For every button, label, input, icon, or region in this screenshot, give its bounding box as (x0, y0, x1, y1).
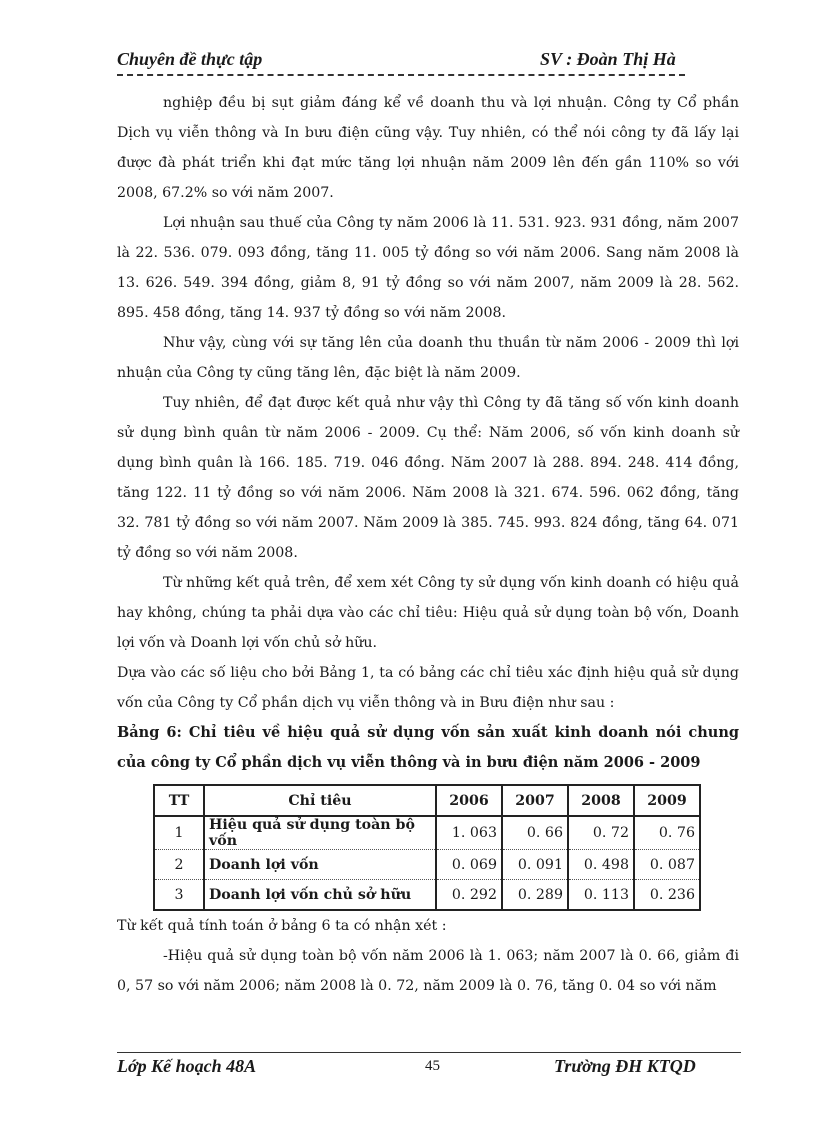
cell-2007: 0. 66 (502, 816, 568, 850)
page-number: 45 (425, 1058, 440, 1074)
cell-2007: 0. 289 (502, 880, 568, 911)
col-header-indicator: Chỉ tiêu (204, 785, 436, 816)
table-row (154, 880, 700, 911)
table-row (154, 850, 700, 880)
cell-indicator: Hiệu quả sử dụng toàn bộ vốn (204, 816, 436, 850)
cell-2009: 0. 76 (634, 816, 700, 850)
footer-right: Trường ĐH KTQD (554, 1056, 696, 1076)
footer-left: Lớp Kế hoạch 48A (117, 1056, 257, 1076)
table-row (154, 816, 700, 850)
paragraph-4: Tuy nhiên, để đạt được kết quả như vậy thì Công ty đã tăng số vốn kinh doanh sử dụng bình quân từ năm 2006 - 2009. Cụ thể: Năm 2006, số vốn kinh doanh sử dụng bình quân là 166. 185. 719. 046 đồng. Năm 2007 là 288. 894. 248. 414 đồng, tăng 122. 11 tỷ đồng so với năm 2006. Năm 2008 là 321. 674. 596. 062 đồng, tăng 32. 781 tỷ đồng so với năm 2007. Năm 2009 là 385. 745. 993. 824 đồng, tăng 64. 071 tỷ đồng so với năm 2008. (117, 395, 739, 561)
paragraph-3: Như vậy, cùng với sự tăng lên của doanh thu thuần từ năm 2006 - 2009 thì lợi nhuận của Công ty cũng tăng lên, đặc biệt là năm 2009. (117, 335, 739, 381)
col-header-2008: 2008 (568, 785, 634, 816)
document-body (117, 88, 739, 1001)
paragraph-5: Từ những kết quả trên, để xem xét Công ty sử dụng vốn kinh doanh có hiệu quả hay không, chúng ta phải dựa vào các chỉ tiêu: Hiệu quả sử dụng toàn bộ vốn, Doanh lợi vốn và Doanh lợi vốn chủ sở hữu. (117, 575, 739, 651)
efficiency-table (153, 784, 701, 911)
cell-2006: 0. 069 (436, 850, 502, 880)
col-header-tt: TT (154, 785, 204, 816)
cell-2006: 1. 063 (436, 816, 502, 850)
col-header-2007: 2007 (502, 785, 568, 816)
header-right: SV : Đoàn Thị Hà (540, 49, 676, 69)
header-left: Chuyên đề thực tập (117, 49, 263, 69)
footer-divider (117, 1052, 741, 1053)
remark-1: -Hiệu quả sử dụng toàn bộ vốn năm 2006 là 1. 063; năm 2007 là 0. 66, giảm đi 0, 57 so với năm 2006; năm 2008 là 0. 72, năm 2009 là 0. 76, tăng 0. 04 so với năm (117, 948, 739, 994)
table-header-row (154, 785, 700, 816)
remark-intro: Từ kết quả tính toán ở bảng 6 ta có nhận xét : (117, 918, 447, 934)
header-divider (117, 74, 685, 76)
cell-2008: 0. 113 (568, 880, 634, 911)
cell-2007: 0. 091 (502, 850, 568, 880)
cell-indicator: Doanh lợi vốn chủ sở hữu (204, 880, 436, 911)
col-header-2006: 2006 (436, 785, 502, 816)
cell-2008: 0. 72 (568, 816, 634, 850)
cell-2006: 0. 292 (436, 880, 502, 911)
cell-indicator: Doanh lợi vốn (204, 850, 436, 880)
cell-2009: 0. 236 (634, 880, 700, 911)
cell-2009: 0. 087 (634, 850, 700, 880)
col-header-2009: 2009 (634, 785, 700, 816)
paragraph-2: Lợi nhuận sau thuế của Công ty năm 2006 là 11. 531. 923. 931 đồng, năm 2007 là 22. 536. 079. 093 đồng, tăng 11. 005 tỷ đồng so với năm 2006. Sang năm 2008 là 13. 626. 549. 394 đồng, giảm 8, 91 tỷ đồng so với năm 2007, năm 2009 là 28. 562. 895. 458 đồng, tăng 14. 937 tỷ đồng so với năm 2008. (117, 215, 739, 321)
cell-tt: 1 (154, 816, 204, 850)
paragraph-1: nghiệp đều bị sụt giảm đáng kể về doanh thu và lợi nhuận. Công ty Cổ phần Dịch vụ viễn thông và In bưu điện cũng vậy. Tuy nhiên, có thể nói công ty đã lấy lại được đà phát triển khi đạt mức tăng lợi nhuận năm 2009 lên đến gần 110% so với 2008, 67.2% so với năm 2007. (117, 95, 739, 201)
cell-tt: 2 (154, 850, 204, 880)
paragraph-6: Dựa vào các số liệu cho bởi Bảng 1, ta có bảng các chỉ tiêu xác định hiệu quả sử dụng vốn của Công ty Cổ phần dịch vụ viễn thông và in Bưu điện như sau : (117, 665, 739, 711)
cell-tt: 3 (154, 880, 204, 911)
cell-2008: 0. 498 (568, 850, 634, 880)
table-caption: Bảng 6: Chỉ tiêu về hiệu quả sử dụng vốn sản xuất kinh doanh nói chung của công ty Cổ phần dịch vụ viễn thông và in bưu điện năm 2006 - 2009 (117, 724, 739, 771)
